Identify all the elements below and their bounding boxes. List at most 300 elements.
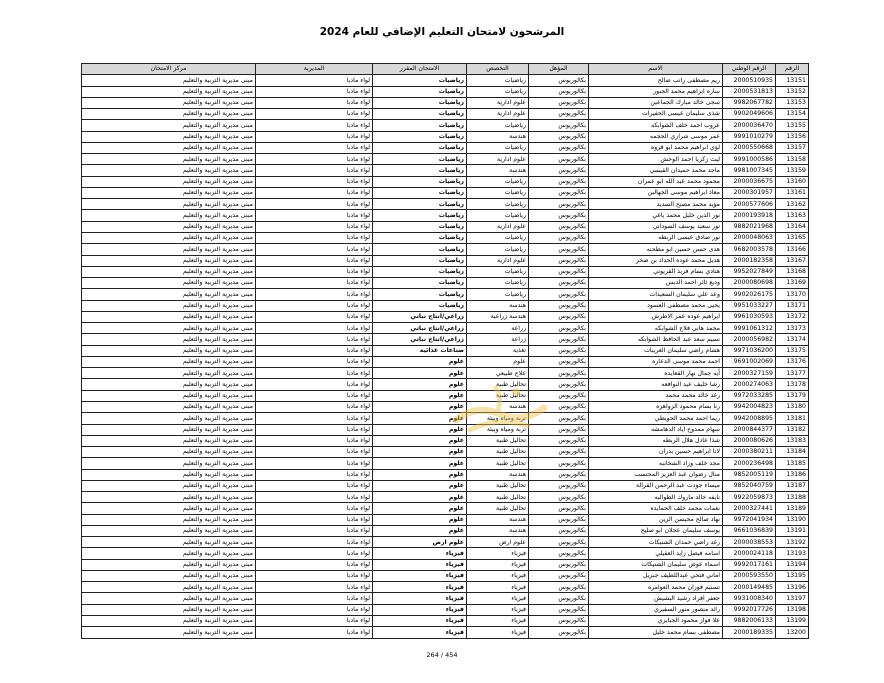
table-cell: 13162 xyxy=(776,199,809,210)
page-number: 264 / 454 xyxy=(426,651,458,659)
table-cell: لواء مادبا xyxy=(256,131,373,142)
table-cell: مبنى مديرية التربية والتعليم xyxy=(82,537,256,548)
table-row xyxy=(82,109,809,120)
table-cell: مبنى مديرية التربية والتعليم xyxy=(82,469,256,480)
table-cell: بكالوريوس xyxy=(529,458,589,469)
table-row xyxy=(82,345,809,356)
table-row xyxy=(82,86,809,97)
column-header: الرقم الوطني xyxy=(723,64,776,75)
table-cell: لواء مادبا xyxy=(256,210,373,221)
table-cell: رياضيات xyxy=(373,176,467,187)
page-title: المرشحون لامتحان التعليم الإضافي للعام 2024 xyxy=(319,26,565,38)
table-cell: 13153 xyxy=(776,97,809,108)
column-header: المديرية xyxy=(256,64,373,75)
table-cell: بكالوريوس xyxy=(529,199,589,210)
table-cell: 2000274063 xyxy=(723,379,776,390)
table-cell: لواء مادبا xyxy=(256,97,373,108)
table-cell: هندسة xyxy=(467,401,529,412)
table-cell: 13158 xyxy=(776,154,809,165)
table-row xyxy=(82,120,809,131)
table-cell: بكالوريوس xyxy=(529,266,589,277)
table-cell: مبنى مديرية التربية والتعليم xyxy=(82,120,256,131)
table-cell: فيزياء xyxy=(467,627,529,638)
table-cell: بكالوريوس xyxy=(529,232,589,243)
table-cell: لواء مادبا xyxy=(256,582,373,593)
table-row xyxy=(82,604,809,615)
table-cell: لواء مادبا xyxy=(256,480,373,491)
table-cell: عروب احمد خلف الشوابكه xyxy=(589,120,723,131)
table-cell: رياضيات xyxy=(373,165,467,176)
table-cell: 13165 xyxy=(776,232,809,243)
table-cell: ابراهيم عوده عمر الاطرش xyxy=(589,311,723,322)
table-cell: لواء مادبا xyxy=(256,492,373,503)
table-cell: بكالوريوس xyxy=(529,492,589,503)
table-cell: 9882021968 xyxy=(723,221,776,232)
table-cell: لواء مادبا xyxy=(256,300,373,311)
table-cell: لواء مادبا xyxy=(256,525,373,536)
table-cell: منال رضوان عبد العزيز المحتسب xyxy=(589,469,723,480)
table-cell: 13170 xyxy=(776,289,809,300)
table-cell: هندسة xyxy=(467,165,529,176)
table-cell: 13182 xyxy=(776,424,809,435)
table-cell: 13196 xyxy=(776,582,809,593)
table-cell: 2000149485 xyxy=(723,582,776,593)
table-cell: 9951033227 xyxy=(723,300,776,311)
table-cell: بكالوريوس xyxy=(529,593,589,604)
table-cell: علوم ارض xyxy=(373,537,467,548)
table-cell: 9902049606 xyxy=(723,109,776,120)
table-cell: 13185 xyxy=(776,458,809,469)
table-cell: مبنى مديرية التربية والتعليم xyxy=(82,503,256,514)
table-cell: 13198 xyxy=(776,604,809,615)
table-cell: بكالوريوس xyxy=(529,480,589,491)
table-cell: علاج طبيعي xyxy=(467,368,529,379)
table-cell: 2000189335 xyxy=(723,627,776,638)
table-cell: 2000510935 xyxy=(723,75,776,86)
table-cell: مبنى مديرية التربية والتعليم xyxy=(82,616,256,627)
table-cell: فيزياء xyxy=(467,548,529,559)
table-cell: 13156 xyxy=(776,131,809,142)
table-cell: فيزياء xyxy=(373,616,467,627)
table-cell: لواء مادبا xyxy=(256,390,373,401)
table-cell: بكالوريوس xyxy=(529,244,589,255)
table-cell: 9691002069 xyxy=(723,356,776,367)
table-cell: تربة ومياه وبيئة xyxy=(467,413,529,424)
table-cell: علوم xyxy=(467,356,529,367)
table-cell: مبنى مديرية التربية والتعليم xyxy=(82,627,256,638)
table-row xyxy=(82,514,809,525)
table-cell: لواء مادبا xyxy=(256,221,373,232)
table-cell: فيزياء xyxy=(467,604,529,615)
table-cell: لواء مادبا xyxy=(256,503,373,514)
table-cell: لواء مادبا xyxy=(256,604,373,615)
table-cell: فيزياء xyxy=(373,582,467,593)
table-cell: رشا خليف عيد النوافعه xyxy=(589,379,723,390)
table-cell: مبنى مديرية التربية والتعليم xyxy=(82,210,256,221)
table-row xyxy=(82,537,809,548)
table-cell: علوم ادارية xyxy=(467,154,529,165)
table-cell: هشام راضي سليمان الغريبات xyxy=(589,345,723,356)
table-cell: نعمات محمد خلف الحمايده xyxy=(589,503,723,514)
table-cell: علا فواز محمود الجبايري xyxy=(589,616,723,627)
table-cell: رياضيات xyxy=(467,232,529,243)
table-cell: مبنى مديرية التربية والتعليم xyxy=(82,154,256,165)
table-cell: مبنى مديرية التربية والتعليم xyxy=(82,525,256,536)
table-cell: سجى خالد مبارك الجماعين xyxy=(589,97,723,108)
table-cell: لواء مادبا xyxy=(256,278,373,289)
table-cell: ليث زكريا احمد الوحش xyxy=(589,154,723,165)
table-cell: فيزياء xyxy=(373,593,467,604)
table-cell: هديل محمد عوده الحداد بن صخر xyxy=(589,255,723,266)
table-cell: بكالوريوس xyxy=(529,548,589,559)
table-cell: لواء مادبا xyxy=(256,244,373,255)
table-cell: بكالوريوس xyxy=(529,75,589,86)
table-cell: رياضيات xyxy=(373,97,467,108)
table-cell: مبنى مديرية التربية والتعليم xyxy=(82,447,256,458)
table-cell: بكالوريوس xyxy=(529,334,589,345)
table-cell: علوم xyxy=(373,390,467,401)
table-cell: 13168 xyxy=(776,266,809,277)
table-cell: لواء مادبا xyxy=(256,154,373,165)
table-cell: لواء مادبا xyxy=(256,435,373,446)
table-cell: مبنى مديرية التربية والتعليم xyxy=(82,390,256,401)
table-cell: 9972041934 xyxy=(723,514,776,525)
table-cell: محمود محمد عبد الله ابو عمران xyxy=(589,176,723,187)
table-cell: 9992017726 xyxy=(723,604,776,615)
table-cell: رياضيات xyxy=(467,75,529,86)
table-cell: 13181 xyxy=(776,413,809,424)
table-cell: رياضيات xyxy=(373,142,467,153)
table-row xyxy=(82,559,809,570)
table-cell: رياضيات xyxy=(467,278,529,289)
table-cell: مبنى مديرية التربية والتعليم xyxy=(82,311,256,322)
table-cell: 2000056982 xyxy=(723,334,776,345)
table-cell: فيزياء xyxy=(373,570,467,581)
table-cell: بكالوريوس xyxy=(529,570,589,581)
table-row xyxy=(82,311,809,322)
column-header: مركز الامتحان xyxy=(82,64,256,75)
table-row xyxy=(82,187,809,198)
table-cell: 13178 xyxy=(776,379,809,390)
table-cell: 9972033285 xyxy=(723,390,776,401)
table-cell: رياضيات xyxy=(373,131,467,142)
table-cell: مبنى مديرية التربية والتعليم xyxy=(82,266,256,277)
table-cell: لواء مادبا xyxy=(256,548,373,559)
table-cell: فيزياء xyxy=(373,627,467,638)
table-cell: تحاليل طبية xyxy=(467,390,529,401)
table-cell: لواء مادبا xyxy=(256,537,373,548)
table-row xyxy=(82,300,809,311)
table-cell: رياضيات xyxy=(373,300,467,311)
table-cell: لواء مادبا xyxy=(256,514,373,525)
table-cell: رياضيات xyxy=(467,244,529,255)
table-cell: بكالوريوس xyxy=(529,86,589,97)
table-cell: 9991000586 xyxy=(723,154,776,165)
table-cell: مبنى مديرية التربية والتعليم xyxy=(82,278,256,289)
table-cell: بكالوريوس xyxy=(529,368,589,379)
table-cell: هنادي بسام فريد القريوتي xyxy=(589,266,723,277)
table-cell: 2000193918 xyxy=(723,210,776,221)
table-header-row xyxy=(82,64,809,75)
table-cell: ساره ابراهيم محمد الجبور xyxy=(589,86,723,97)
table-cell: هندسة زراعية xyxy=(467,311,529,322)
table-cell: مبنى مديرية التربية والتعليم xyxy=(82,480,256,491)
table-cell: 2000182358 xyxy=(723,255,776,266)
table-row xyxy=(82,525,809,536)
table-cell: 2000038553 xyxy=(723,537,776,548)
table-cell: بكالوريوس xyxy=(529,176,589,187)
table-cell: مبنى مديرية التربية والتعليم xyxy=(82,165,256,176)
table-cell: 2000036470 xyxy=(723,120,776,131)
table-cell: لواء مادبا xyxy=(256,266,373,277)
table-cell: مبنى مديرية التربية والتعليم xyxy=(82,289,256,300)
table-cell: لواء مادبا xyxy=(256,424,373,435)
table-cell: مبنى مديرية التربية والتعليم xyxy=(82,401,256,412)
table-cell: 2000048063 xyxy=(723,232,776,243)
table-cell: 13157 xyxy=(776,142,809,153)
table-cell: لواء مادبا xyxy=(256,142,373,153)
table-cell: لواء مادبا xyxy=(256,255,373,266)
table-cell: شذى سليمان عيسى الحفيرات xyxy=(589,109,723,120)
table-cell: بكالوريوس xyxy=(529,413,589,424)
table-cell: 9991010279 xyxy=(723,131,776,142)
table-cell: بكالوريوس xyxy=(529,187,589,198)
table-cell: نهاد صالح محيسن الزين xyxy=(589,514,723,525)
table-cell: 13172 xyxy=(776,311,809,322)
table-cell: ريم مصطفى راتب صالح xyxy=(589,75,723,86)
table-cell: ريما احمد محمد الحويطي xyxy=(589,413,723,424)
table-row xyxy=(82,570,809,581)
table-row xyxy=(82,616,809,627)
table-cell: بكالوريوس xyxy=(529,514,589,525)
table-cell: ماجد محمد حميدان القيسي xyxy=(589,165,723,176)
table-cell: 9992017161 xyxy=(723,559,776,570)
table-cell: رياضيات xyxy=(467,176,529,187)
table-cell: بكالوريوس xyxy=(529,311,589,322)
table-cell: 13177 xyxy=(776,368,809,379)
table-cell: مبنى مديرية التربية والتعليم xyxy=(82,582,256,593)
table-cell: علوم xyxy=(373,435,467,446)
table-cell: مبنى مديرية التربية والتعليم xyxy=(82,356,256,367)
table-row xyxy=(82,503,809,514)
table-row xyxy=(82,199,809,210)
table-cell: 9682003578 xyxy=(723,244,776,255)
table-cell: مبنى مديرية التربية والتعليم xyxy=(82,86,256,97)
table-cell: 13187 xyxy=(776,480,809,491)
table-cell: 2000080626 xyxy=(723,435,776,446)
table-cell: رياضيات xyxy=(373,210,467,221)
table-cell: 13193 xyxy=(776,548,809,559)
table-row xyxy=(82,548,809,559)
table-cell: بكالوريوس xyxy=(529,379,589,390)
table-cell: صناعات غذائية xyxy=(373,345,467,356)
table-cell: بكالوريوس xyxy=(529,142,589,153)
table-cell: مبنى مديرية التربية والتعليم xyxy=(82,323,256,334)
table-cell: تحاليل طبية xyxy=(467,447,529,458)
table-cell: ميساء جودت عبد الرحمن القرالة xyxy=(589,480,723,491)
table-cell: بكالوريوس xyxy=(529,97,589,108)
table-cell: مبنى مديرية التربية والتعليم xyxy=(82,255,256,266)
table-cell: رغد خالد محمد محمد xyxy=(589,390,723,401)
table-row xyxy=(82,492,809,503)
table-cell: فيزياء xyxy=(373,548,467,559)
table-cell: بكالوريوس xyxy=(529,604,589,615)
table-cell: لواء مادبا xyxy=(256,345,373,356)
table-cell: بكالوريوس xyxy=(529,323,589,334)
table-cell: لواء مادبا xyxy=(256,368,373,379)
table-cell: 13184 xyxy=(776,447,809,458)
table-cell: زراعي/انتاج نباتي xyxy=(373,311,467,322)
table-cell: مبنى مديرية التربية والتعليم xyxy=(82,334,256,345)
table-cell: 9852040759 xyxy=(723,480,776,491)
table-cell: بكالوريوس xyxy=(529,221,589,232)
table-cell: بكالوريوس xyxy=(529,278,589,289)
table-cell: 2000577606 xyxy=(723,199,776,210)
table-cell: هندسة xyxy=(467,300,529,311)
table-cell: بكالوريوس xyxy=(529,165,589,176)
table-cell: رنا بسام محمود الزواهره xyxy=(589,401,723,412)
table-cell: وديع ثائر احمد الدبس xyxy=(589,278,723,289)
table-cell: لواء مادبا xyxy=(256,559,373,570)
table-cell: محمد هاني فلاح الشوابكه xyxy=(589,323,723,334)
table-cell: لواء مادبا xyxy=(256,413,373,424)
table-cell: 13197 xyxy=(776,593,809,604)
table-cell: رياضيات xyxy=(467,187,529,198)
table-cell: علوم ادارية xyxy=(467,221,529,232)
table-cell: مبنى مديرية التربية والتعليم xyxy=(82,109,256,120)
table-cell: 2000380211 xyxy=(723,447,776,458)
table-cell: رياضيات xyxy=(373,232,467,243)
table-cell: مبنى مديرية التربية والتعليم xyxy=(82,548,256,559)
table-cell: 9852005119 xyxy=(723,469,776,480)
table-row xyxy=(82,334,809,345)
table-cell: 13194 xyxy=(776,559,809,570)
table-cell: معاذ ابراهيم موسى الجهالين xyxy=(589,187,723,198)
candidates-table xyxy=(81,63,809,639)
table-cell: احمد محمد موسى الدعاره xyxy=(589,356,723,367)
column-header: التخصص xyxy=(467,64,529,75)
table-cell: بكالوريوس xyxy=(529,289,589,300)
table-row xyxy=(82,255,809,266)
table-cell: فيزياء xyxy=(467,616,529,627)
table-cell: 2000550668 xyxy=(723,142,776,153)
table-cell: مبنى مديرية التربية والتعليم xyxy=(82,604,256,615)
table-cell: 13191 xyxy=(776,525,809,536)
table-cell: بكالوريوس xyxy=(529,154,589,165)
table-cell: رغد راضي حمدان الشنيكات xyxy=(589,537,723,548)
table-cell: فيزياء xyxy=(467,593,529,604)
table-cell: 13200 xyxy=(776,627,809,638)
table-cell: 9902026175 xyxy=(723,289,776,300)
table-cell: يحيى محمد مصطفى العسود xyxy=(589,300,723,311)
table-cell: 13176 xyxy=(776,356,809,367)
table-cell: رياضيات xyxy=(373,221,467,232)
table-cell: 13167 xyxy=(776,255,809,266)
table-row xyxy=(82,379,809,390)
table-cell: مبنى مديرية التربية والتعليم xyxy=(82,458,256,469)
table-cell: 13155 xyxy=(776,120,809,131)
table-cell: علوم xyxy=(373,424,467,435)
table-cell: مبنى مديرية التربية والتعليم xyxy=(82,559,256,570)
table-cell: علوم xyxy=(373,492,467,503)
table-cell: 13190 xyxy=(776,514,809,525)
table-cell: رياضيات xyxy=(373,289,467,300)
table-cell: رياضيات xyxy=(467,289,529,300)
table-cell: رياضيات xyxy=(373,255,467,266)
table-cell: هدى حسن حسين ابو مطحنه xyxy=(589,244,723,255)
table-cell: 2000036675 xyxy=(723,176,776,187)
table-cell: مبنى مديرية التربية والتعليم xyxy=(82,232,256,243)
table-cell: لواء مادبا xyxy=(256,458,373,469)
table-cell: 2000301957 xyxy=(723,187,776,198)
table-cell: لواء مادبا xyxy=(256,86,373,97)
table-cell: لواء مادبا xyxy=(256,469,373,480)
table-cell: مبنى مديرية التربية والتعليم xyxy=(82,345,256,356)
table-cell: أيه جمال نهار القعايده xyxy=(589,368,723,379)
table-row xyxy=(82,413,809,424)
table-cell: 13183 xyxy=(776,435,809,446)
table-cell: 13154 xyxy=(776,109,809,120)
table-cell: اسماء عوض سليمان الشنيكات xyxy=(589,559,723,570)
table-cell: لواء مادبا xyxy=(256,447,373,458)
table-cell: علوم xyxy=(373,480,467,491)
table-cell: فيزياء xyxy=(373,604,467,615)
table-cell: بكالوريوس xyxy=(529,300,589,311)
table-row xyxy=(82,424,809,435)
table-cell: وعد علي سليمان السعيدات xyxy=(589,289,723,300)
table-row xyxy=(82,593,809,604)
table-cell: 13164 xyxy=(776,221,809,232)
table-cell: فيزياء xyxy=(373,559,467,570)
table-cell: 9961030593 xyxy=(723,311,776,322)
table-cell: تسنيم فوزان محمد العوامره xyxy=(589,582,723,593)
table-cell: نور سعيد يوسف السوداني xyxy=(589,221,723,232)
table-cell: نور الدين خليل محمد ياغي xyxy=(589,210,723,221)
table-cell: فيزياء xyxy=(467,582,529,593)
table-cell: علوم ادارية xyxy=(467,97,529,108)
table-cell: 9661036839 xyxy=(723,525,776,536)
table-row xyxy=(82,75,809,86)
table-cell: لواء مادبا xyxy=(256,232,373,243)
table-cell: تحاليل طبية xyxy=(467,435,529,446)
table-cell: لواء مادبا xyxy=(256,75,373,86)
table-cell: تحاليل طبية xyxy=(467,379,529,390)
table-cell: 13152 xyxy=(776,86,809,97)
table-cell: 13159 xyxy=(776,165,809,176)
table-cell: رياضيات xyxy=(467,86,529,97)
table-cell: مبنى مديرية التربية والتعليم xyxy=(82,424,256,435)
table-cell: 13195 xyxy=(776,570,809,581)
table-cell: لواء مادبا xyxy=(256,356,373,367)
table-cell: 9931008340 xyxy=(723,593,776,604)
table-cell: 13188 xyxy=(776,492,809,503)
table-cell: لواء مادبا xyxy=(256,401,373,412)
table-cell: بكالوريوس xyxy=(529,435,589,446)
table-row xyxy=(82,401,809,412)
table-cell: علوم xyxy=(373,356,467,367)
table-row xyxy=(82,244,809,255)
table-cell: لواء مادبا xyxy=(256,627,373,638)
table-cell: 13180 xyxy=(776,401,809,412)
table-cell: اماني فتحي عبداللطيف جبريل xyxy=(589,570,723,581)
table-cell: 2000024118 xyxy=(723,548,776,559)
table-cell: مبنى مديرية التربية والتعليم xyxy=(82,187,256,198)
table-cell: 13163 xyxy=(776,210,809,221)
table-cell: رياضيات xyxy=(467,120,529,131)
table-row xyxy=(82,165,809,176)
table-cell: سهام ممدوح اياد الدهامشه xyxy=(589,424,723,435)
table-cell: 9982067782 xyxy=(723,97,776,108)
